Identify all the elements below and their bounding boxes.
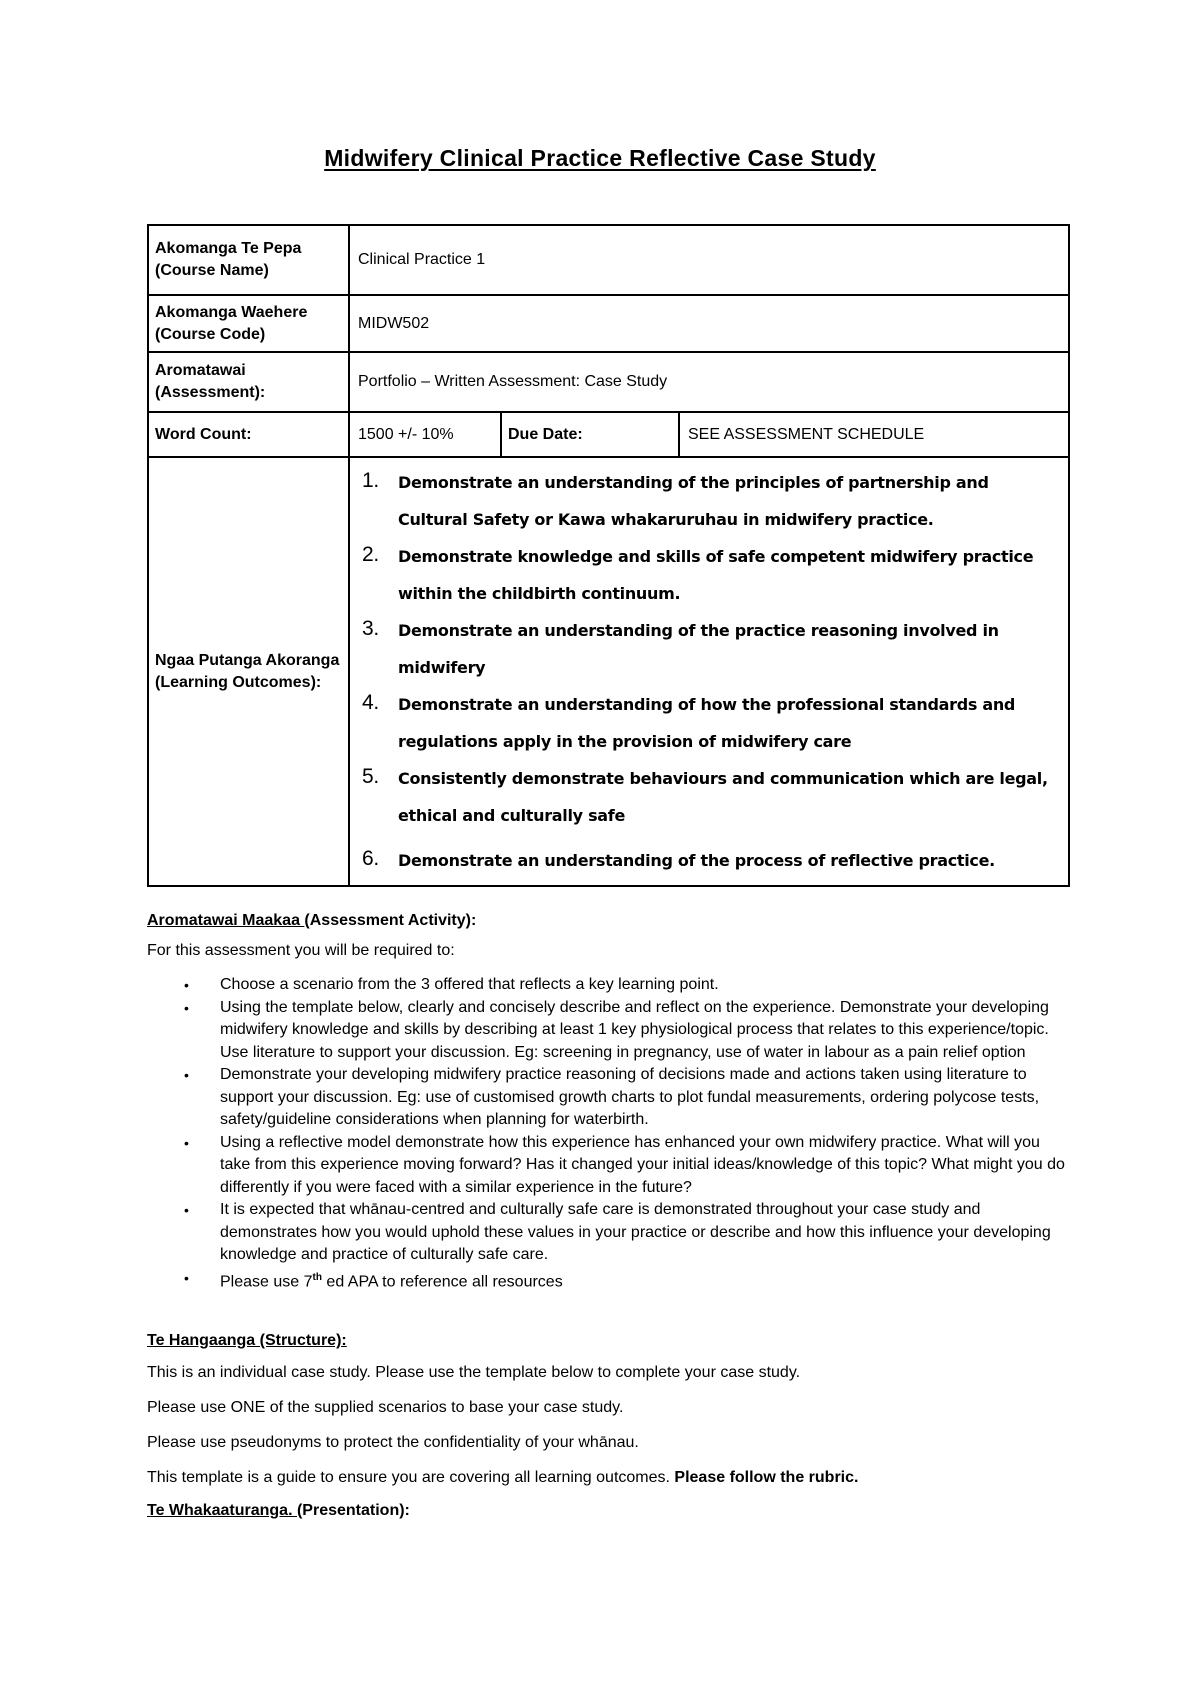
structure-paragraph: This template is a guide to ensure you are covering all learning outcomes. Please follow the rubric. (147, 1469, 859, 1486)
list-item: 6. Demonstrate an understanding of the process of reflective practice. (362, 847, 995, 870)
list-item: • Using a reflective model demonstrate how this experience has enhanced your own midwifery practice. What will you take from this experience moving forward? Has it changed your initial ideas/knowledge of this topic? What might you do differently if you were faced with a similar experience in the future? (184, 1133, 1065, 1196)
list-item: 4. Demonstrate an understanding of how the professional standards and regulations apply in the provision of midwifery care (362, 691, 1016, 751)
word-count-value: 1500 +/- 10% (349, 412, 501, 457)
structure-paragraph: This is an individual case study. Please use the template below to complete your case study. (147, 1364, 801, 1381)
course-code-value: MIDW502 (349, 295, 1069, 352)
table-row (148, 295, 1069, 352)
list-item: • It is expected that whānau-centred and culturally safe care is demonstrated throughout your case study and demonstrates how you would uphold these values in your practice or describe and how this influence your developing knowledge and practice of culturally safe care. (184, 1201, 1051, 1263)
structure-paragraph: Please use pseudonyms to protect the confidentiality of your whānau. (147, 1434, 639, 1451)
course-info-table (147, 224, 1070, 887)
table-row (148, 352, 1069, 412)
assessment-activity-section (147, 912, 1067, 1293)
word-count-label: Word Count: (148, 412, 349, 457)
table-row (148, 412, 1069, 457)
learning-outcomes-cell (349, 457, 1069, 886)
document-title: Midwifery Clinical Practice Reflective Case Study (324, 145, 876, 171)
course-name-label: Akomanga Te Pepa (Course Name) (148, 225, 349, 295)
table-row (148, 225, 1069, 295)
structure-heading: Te Hangaanga (Structure): (147, 1332, 347, 1349)
assessment-activity-heading: Aromatawai Maakaa (Assessment Activity): (147, 912, 477, 929)
due-date-label: Due Date: (501, 412, 679, 457)
course-name-value: Clinical Practice 1 (349, 225, 1069, 295)
assessment-task-list (147, 974, 1067, 1293)
list-item: • Choose a scenario from the 3 offered that reflects a key learning point. (184, 976, 719, 993)
list-item: • Demonstrate your developing midwifery practice reasoning of decisions made and actions taken using literature to support your discussion. Eg: use of customised growth charts to plot fundal measurements, ordering polycose tests, safety/guideline considerations when planning for waterbirth. (184, 1066, 1040, 1128)
learning-outcomes-list (350, 458, 1068, 885)
presentation-heading: Te Whakaaturanga. (Presentation): (147, 1502, 410, 1519)
list-item: 2. Demonstrate knowledge and skills of safe competent midwifery practice within the childbirth continuum. (362, 543, 1034, 603)
due-date-value: SEE ASSESSMENT SCHEDULE (679, 412, 1069, 457)
structure-paragraph: Please use ONE of the supplied scenarios to base your case study. (147, 1399, 624, 1416)
assessment-value: Portfolio – Written Assessment: Case Study (349, 352, 1069, 412)
list-item: 3. Demonstrate an understanding of the practice reasoning involved in midwifery (362, 617, 999, 677)
list-item: 1. Demonstrate an understanding of the principles of partnership and Cultural Safety or Kawa whakaruruhau in midwifery practice. (362, 469, 989, 529)
learning-outcomes-label: Ngaa Putanga Akoranga (Learning Outcomes): (148, 457, 349, 886)
list-item: • Please use 7th ed APA to reference all resources (184, 1269, 563, 1290)
table-row (148, 457, 1069, 886)
assessment-label: Aromatawai (Assessment): (148, 352, 349, 412)
list-item: • Using the template below, clearly and concisely describe and reflect on the experience. Demonstrate your developing midwifery knowledge and skills by describing at least 1 key physiological process that relates to this experience/topic. Use literature to support your discussion. Eg: screening in pregnancy, use of water in labour as a pain relief option (184, 998, 1049, 1061)
structure-section (147, 1332, 1067, 1520)
list-item: 5. Consistently demonstrate behaviours and communication which are legal, ethical and culturally safe (362, 765, 1048, 825)
assessment-activity-intro: For this assessment you will be required to: (147, 942, 455, 959)
course-code-label: Akomanga Waehere (Course Code) (148, 295, 349, 352)
